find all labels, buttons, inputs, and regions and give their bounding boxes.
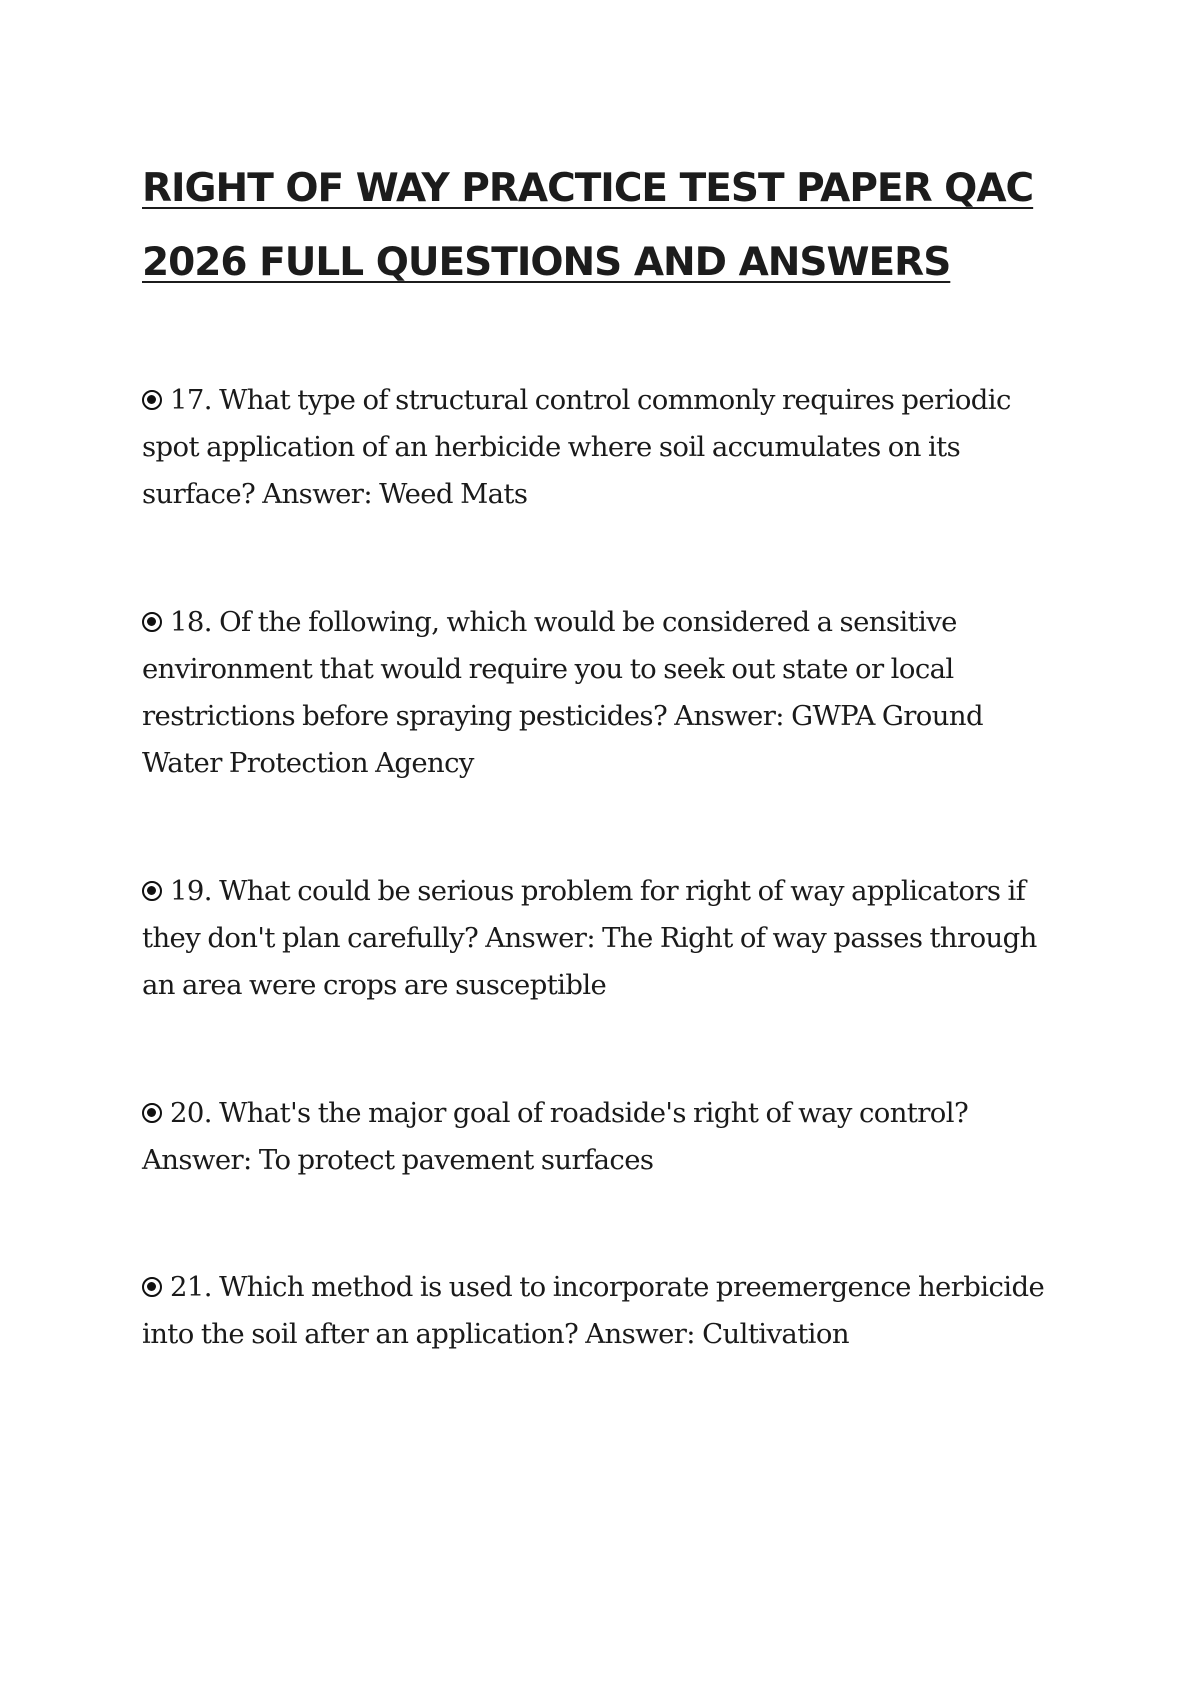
title-line: 2026 FULL QUESTIONS AND ANSWERS [142,240,951,285]
question-18 [142,599,1072,787]
question-line: Answer: To protect pavement surfaces [142,1144,654,1176]
question-17 [142,377,1072,518]
radio-bullet-icon [142,1277,162,1297]
question-21 [142,1264,1072,1358]
question-line: environment that would require you to seek out state or local [142,653,954,685]
radio-bullet-icon [142,881,162,901]
question-line: an area were crops are susceptible [142,969,607,1001]
question-line: surface? Answer: Weed Mats [142,478,528,510]
question-19 [142,868,1072,1009]
question-line: restrictions before spraying pesticides? Answer: GWPA Ground [142,700,983,732]
question-line: Water Protection Agency [142,747,474,779]
question-line: into the soil after an application? Answer: Cultivation [142,1318,849,1350]
radio-bullet-icon [142,612,162,632]
question-line: they don't plan carefully? Answer: The Right of way passes through [142,922,1037,954]
question-line: spot application of an herbicide where soil accumulates on its [142,431,961,463]
radio-bullet-icon [142,390,162,410]
question-line: 20. What's the major goal of roadside's right of way control? [142,1090,1072,1137]
question-line: 19. What could be serious problem for right of way applicators if [142,868,1072,915]
question-line: 18. Of the following, which would be considered a sensitive [142,599,1072,646]
radio-bullet-icon [142,1103,162,1123]
question-line: 17. What type of structural control commonly requires periodic [142,377,1072,424]
title-line: RIGHT OF WAY PRACTICE TEST PAPER QAC [142,166,1034,211]
question-line: 21. Which method is used to incorporate preemergence herbicide [142,1264,1072,1311]
page-title [142,152,1042,300]
question-20 [142,1090,1072,1184]
